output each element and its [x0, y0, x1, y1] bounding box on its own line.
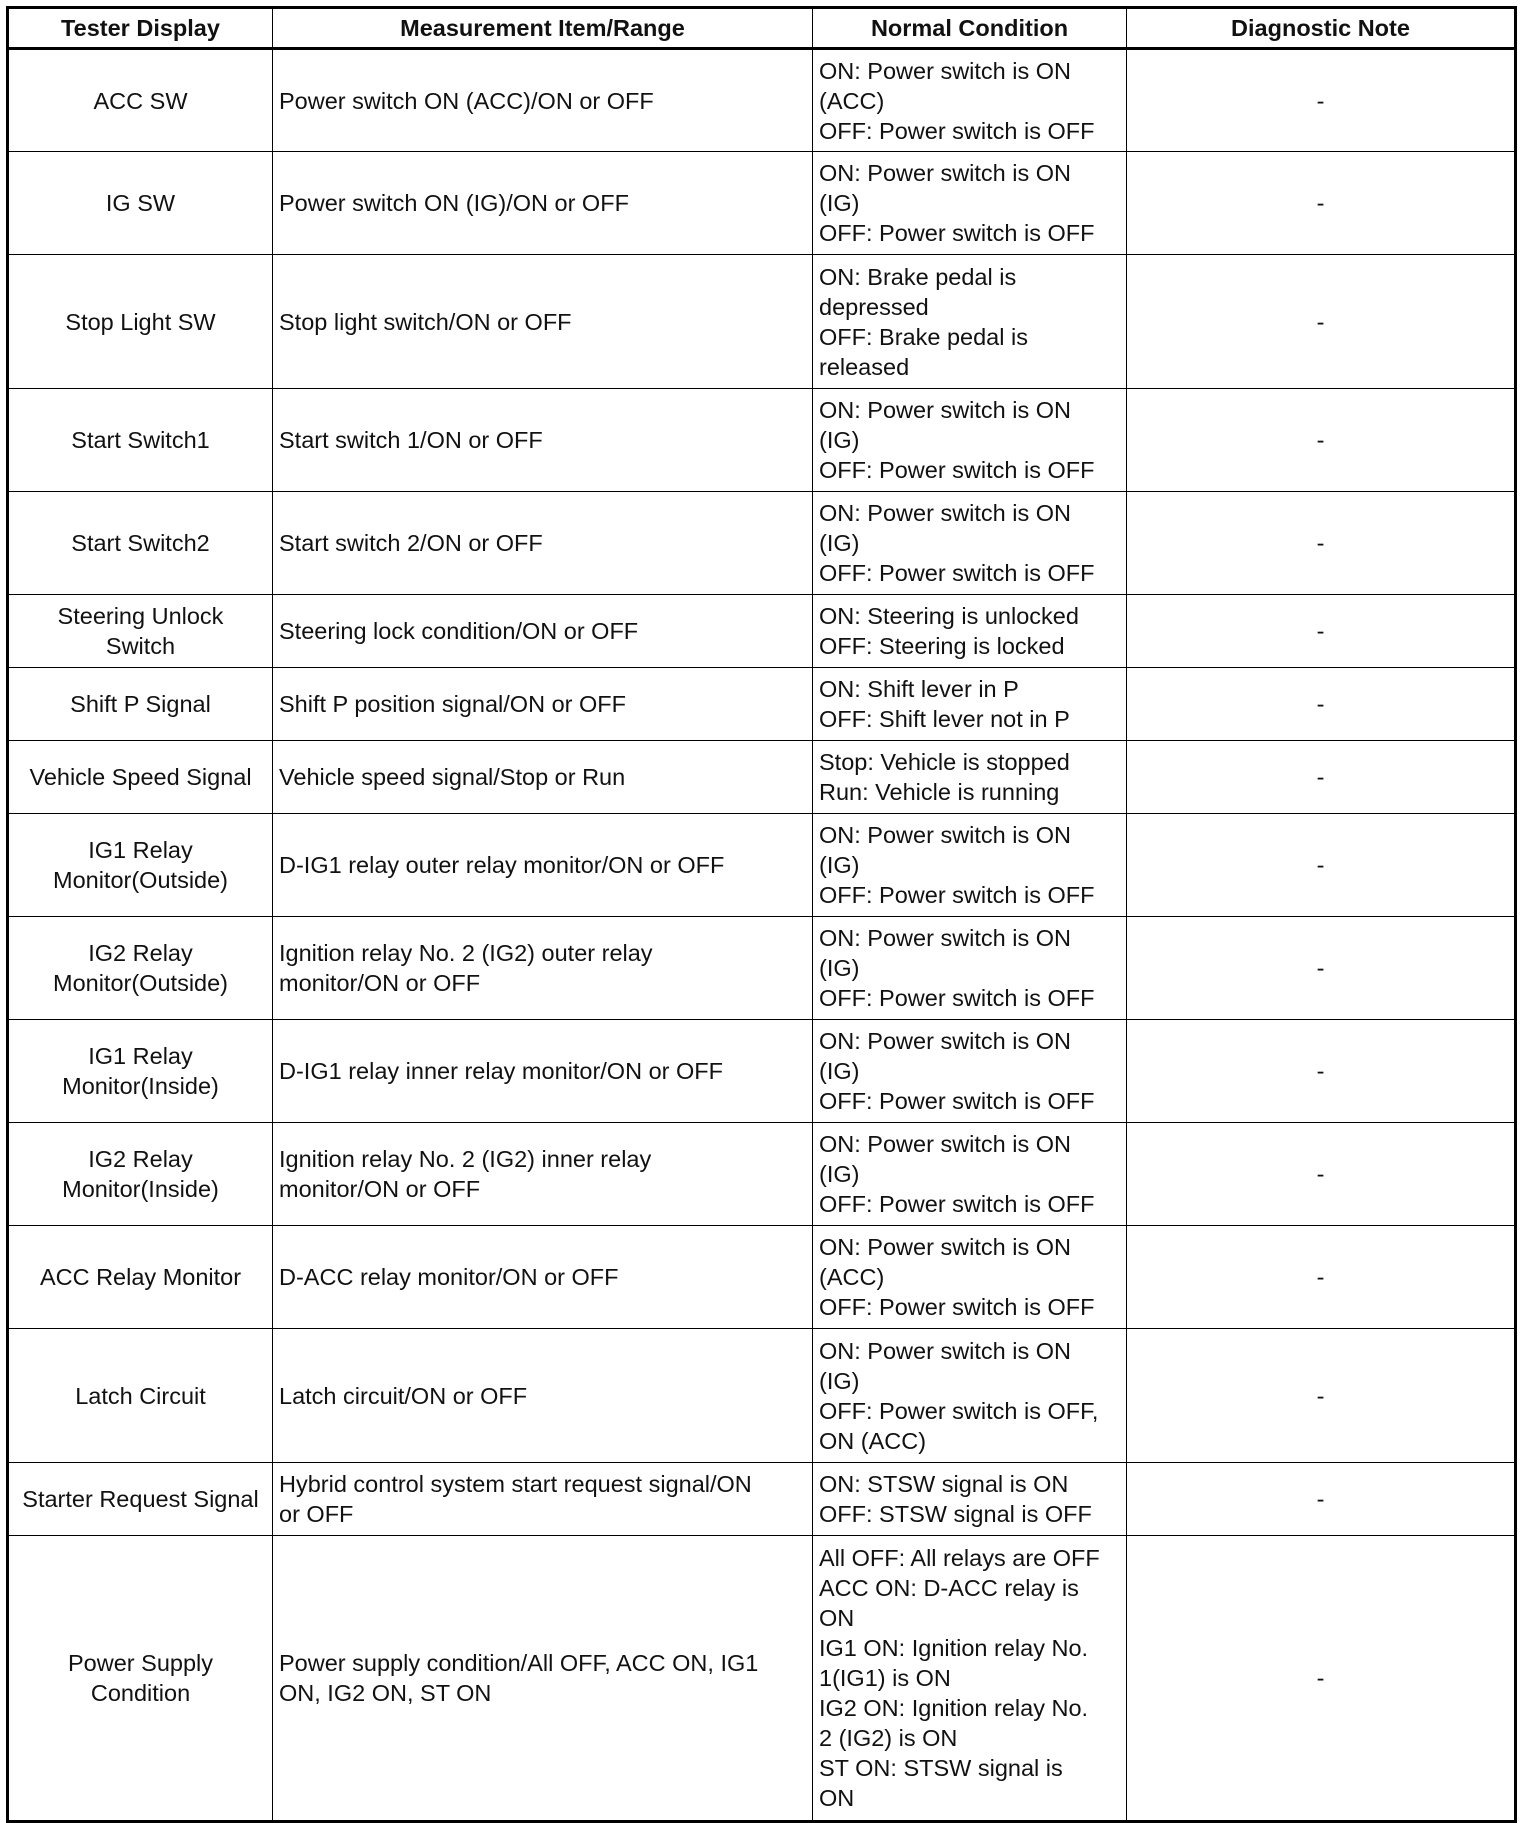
cell-normal-condition-line: OFF: Power switch is OFF: [819, 457, 1095, 483]
table-row: [8, 1020, 1516, 1123]
cell-normal-condition-line: Run: Vehicle is running: [819, 779, 1060, 805]
table-row: [8, 152, 1516, 255]
cell-normal-condition-line: ON: Power switch is ON: [819, 500, 1072, 526]
cell-normal-condition-line: ON: Power switch is ON: [819, 160, 1072, 186]
cell-tester-display-line: Steering Unlock: [57, 603, 224, 629]
cell-normal-condition-line: ON: Steering is unlocked: [819, 603, 1079, 629]
cell-measurement-range-line: Latch circuit/ON or OFF: [279, 1382, 528, 1409]
cell-normal-condition-line: ON: [819, 1605, 855, 1631]
cell-normal-condition-line: 2 (IG2) is ON: [819, 1725, 958, 1751]
cell-measurement-range-line: monitor/ON or OFF: [279, 1176, 481, 1202]
cell-normal-condition-line: ON: Power switch is ON: [819, 57, 1072, 84]
cell-normal-condition-line: OFF: Power switch is OFF: [819, 985, 1095, 1011]
cell-tester-display: [8, 741, 273, 814]
cell-tester-display-line: Latch Circuit: [75, 1382, 206, 1409]
cell-normal-condition-line: ON: Power switch is ON: [819, 822, 1072, 848]
cell-normal-condition: [813, 152, 1127, 255]
cell-normal-condition: [813, 49, 1127, 152]
cell-tester-display-line: Switch: [105, 633, 176, 659]
cell-diagnostic-note: -: [1127, 1226, 1516, 1329]
cell-normal-condition-line: ON: Power switch is ON: [819, 1028, 1072, 1054]
cell-measurement-range-line: Power supply condition/All OFF, ACC ON, IG1: [279, 1650, 759, 1676]
cell-normal-condition-line: ON: Power switch is ON: [819, 1131, 1072, 1157]
cell-normal-condition-line: (ACC): [819, 87, 885, 114]
cell-diagnostic-note: -: [1127, 255, 1516, 389]
table-row: [8, 389, 1516, 492]
cell-tester-display: [8, 1226, 273, 1329]
cell-normal-condition-line: OFF: Brake pedal is: [819, 323, 1028, 350]
cell-tester-display: [8, 1329, 273, 1463]
column-header-normal-condition: Normal Condition: [813, 8, 1127, 49]
cell-normal-condition-line: IG1 ON: Ignition relay No.: [819, 1635, 1089, 1661]
cell-tester-display: [8, 389, 273, 492]
cell-tester-display: [8, 1123, 273, 1226]
cell-tester-display: [8, 917, 273, 1020]
table-row: [8, 668, 1516, 741]
cell-measurement-range-line: Power switch ON (IG)/ON or OFF: [279, 190, 629, 216]
cell-tester-display: [8, 1463, 273, 1536]
cell-diagnostic-note: -: [1127, 49, 1516, 152]
cell-measurement-range: [273, 1463, 813, 1536]
table-row: [8, 1123, 1516, 1226]
cell-normal-condition-line: Stop: Vehicle is stopped: [819, 749, 1070, 775]
cell-normal-condition-line: ON: Power switch is ON: [819, 1234, 1072, 1260]
cell-tester-display-line: Starter Request Signal: [22, 1486, 259, 1512]
cell-normal-condition-line: ON: Brake pedal is: [819, 263, 1017, 290]
cell-tester-display-line: Start Switch1: [71, 427, 210, 453]
cell-measurement-range-line: D-IG1 relay outer relay monitor/ON or OFF: [279, 852, 725, 878]
cell-normal-condition-line: ACC ON: D-ACC relay is: [819, 1575, 1079, 1601]
cell-tester-display: [8, 49, 273, 152]
table-row: [8, 1536, 1516, 1822]
cell-normal-condition-line: OFF: Power switch is OFF: [819, 1088, 1095, 1114]
cell-measurement-range-line: Ignition relay No. 2 (IG2) inner relay: [279, 1146, 652, 1172]
data-list-table: [6, 6, 1517, 1823]
cell-measurement-range-line: Vehicle speed signal/Stop or Run: [279, 764, 626, 790]
cell-measurement-range-line: or OFF: [279, 1501, 354, 1527]
table-row: [8, 1329, 1516, 1463]
cell-tester-display-line: Monitor(Inside): [62, 1176, 219, 1202]
cell-tester-display: [8, 814, 273, 917]
cell-normal-condition-line: OFF: STSW signal is OFF: [819, 1501, 1092, 1527]
cell-tester-display: [8, 255, 273, 389]
cell-measurement-range: [273, 595, 813, 668]
cell-normal-condition-line: OFF: Power switch is OFF: [819, 117, 1095, 144]
table-row: [8, 1226, 1516, 1329]
cell-normal-condition-line: OFF: Shift lever not in P: [819, 706, 1070, 732]
table-row: [8, 255, 1516, 389]
cell-normal-condition-line: ST ON: STSW signal is: [819, 1755, 1063, 1781]
table-row: [8, 595, 1516, 668]
cell-normal-condition-line: ON: Power switch is ON: [819, 1337, 1072, 1364]
cell-measurement-range: [273, 814, 813, 917]
cell-normal-condition-line: (ACC): [819, 1264, 885, 1290]
cell-normal-condition-line: (IG): [819, 1161, 860, 1187]
cell-measurement-range: [273, 668, 813, 741]
cell-normal-condition-line: OFF: Power switch is OFF: [819, 1191, 1095, 1217]
cell-diagnostic-note: -: [1127, 668, 1516, 741]
cell-diagnostic-note: -: [1127, 152, 1516, 255]
cell-diagnostic-note: -: [1127, 741, 1516, 814]
cell-normal-condition-line: OFF: Steering is locked: [819, 633, 1065, 659]
cell-normal-condition: [813, 1020, 1127, 1123]
cell-normal-condition-line: released: [819, 353, 910, 380]
cell-normal-condition-line: depressed: [819, 293, 929, 320]
table-header-row: [8, 8, 1516, 49]
cell-measurement-range: [273, 152, 813, 255]
cell-measurement-range: [273, 741, 813, 814]
cell-measurement-range: [273, 1123, 813, 1226]
cell-normal-condition: [813, 668, 1127, 741]
cell-normal-condition-line: OFF: Power switch is OFF: [819, 220, 1095, 246]
column-header-tester-display: Tester Display: [8, 8, 273, 49]
column-header-measurement: Measurement Item/Range: [273, 8, 813, 49]
cell-diagnostic-note: -: [1127, 814, 1516, 917]
cell-measurement-range-line: D-ACC relay monitor/ON or OFF: [279, 1264, 619, 1290]
cell-normal-condition-line: (IG): [819, 190, 860, 216]
cell-normal-condition-line: All OFF: All relays are OFF: [819, 1545, 1100, 1571]
cell-normal-condition: [813, 595, 1127, 668]
cell-tester-display-line: Stop Light SW: [65, 308, 216, 335]
cell-measurement-range: [273, 255, 813, 389]
cell-measurement-range: [273, 389, 813, 492]
cell-normal-condition: [813, 255, 1127, 389]
cell-normal-condition-line: ON: Power switch is ON: [819, 925, 1072, 951]
cell-tester-display-line: Shift P Signal: [70, 691, 211, 717]
cell-normal-condition: [813, 1463, 1127, 1536]
cell-measurement-range-line: Power switch ON (ACC)/ON or OFF: [279, 87, 654, 114]
cell-measurement-range-line: Shift P position signal/ON or OFF: [279, 691, 626, 717]
cell-normal-condition: [813, 1536, 1127, 1822]
cell-measurement-range-line: Steering lock condition/ON or OFF: [279, 618, 639, 644]
table-row: [8, 741, 1516, 814]
cell-normal-condition-line: ON (ACC): [819, 1427, 927, 1454]
cell-normal-condition: [813, 917, 1127, 1020]
cell-normal-condition-line: ON: Shift lever in P: [819, 676, 1019, 702]
cell-tester-display-line: ACC SW: [93, 87, 188, 114]
table-row: [8, 1463, 1516, 1536]
cell-normal-condition-line: (IG): [819, 1367, 860, 1394]
table-body: [8, 49, 1516, 1822]
cell-diagnostic-note: -: [1127, 1463, 1516, 1536]
table-row: [8, 814, 1516, 917]
cell-normal-condition-line: OFF: Power switch is OFF: [819, 1294, 1095, 1320]
cell-tester-display-line: Vehicle Speed Signal: [29, 764, 252, 790]
cell-tester-display-line: ACC Relay Monitor: [39, 1264, 242, 1290]
cell-normal-condition-line: (IG): [819, 852, 860, 878]
cell-normal-condition: [813, 492, 1127, 595]
cell-tester-display-line: IG1 Relay: [88, 1043, 193, 1069]
cell-tester-display-line: Monitor(Inside): [62, 1073, 219, 1099]
cell-diagnostic-note: -: [1127, 917, 1516, 1020]
cell-measurement-range: [273, 1226, 813, 1329]
cell-measurement-range: [273, 492, 813, 595]
table-row: [8, 492, 1516, 595]
cell-normal-condition-line: ON: Power switch is ON: [819, 397, 1072, 423]
cell-measurement-range: [273, 1020, 813, 1123]
cell-tester-display-line: IG2 Relay: [88, 1146, 193, 1172]
diagnostic-data-sheet: [6, 6, 1514, 1811]
cell-diagnostic-note: -: [1127, 492, 1516, 595]
cell-tester-display: [8, 668, 273, 741]
cell-normal-condition: [813, 389, 1127, 492]
cell-tester-display: [8, 1536, 273, 1822]
cell-normal-condition-line: OFF: Power switch is OFF: [819, 560, 1095, 586]
cell-normal-condition: [813, 1123, 1127, 1226]
cell-tester-display-line: IG1 Relay: [88, 837, 193, 863]
cell-diagnostic-note: -: [1127, 389, 1516, 492]
cell-tester-display-line: Monitor(Outside): [53, 867, 228, 893]
cell-tester-display: [8, 1020, 273, 1123]
cell-normal-condition-line: IG2 ON: Ignition relay No.: [819, 1695, 1089, 1721]
cell-normal-condition-line: (IG): [819, 955, 860, 981]
cell-diagnostic-note: -: [1127, 595, 1516, 668]
cell-diagnostic-note: -: [1127, 1020, 1516, 1123]
cell-normal-condition: [813, 741, 1127, 814]
cell-measurement-range-line: Hybrid control system start request signal/ON: [279, 1471, 752, 1497]
cell-tester-display: [8, 152, 273, 255]
cell-tester-display-line: Start Switch2: [71, 530, 210, 556]
cell-normal-condition-line: (IG): [819, 427, 860, 453]
cell-tester-display-line: Monitor(Outside): [53, 970, 228, 996]
table-row: [8, 49, 1516, 152]
cell-tester-display: [8, 595, 273, 668]
cell-measurement-range-line: Start switch 2/ON or OFF: [279, 530, 543, 556]
cell-normal-condition: [813, 1329, 1127, 1463]
column-header-diagnostic-note: Diagnostic Note: [1127, 8, 1516, 49]
cell-tester-display: [8, 492, 273, 595]
cell-measurement-range: [273, 49, 813, 152]
cell-tester-display-line: Power Supply: [68, 1650, 213, 1676]
cell-measurement-range-line: D-IG1 relay inner relay monitor/ON or OFF: [279, 1058, 723, 1084]
cell-measurement-range-line: Ignition relay No. 2 (IG2) outer relay: [279, 940, 653, 966]
cell-normal-condition-line: (IG): [819, 1058, 860, 1084]
cell-tester-display-line: Condition: [90, 1680, 191, 1706]
cell-measurement-range-line: Stop light switch/ON or OFF: [279, 308, 572, 335]
cell-measurement-range: [273, 1329, 813, 1463]
cell-normal-condition-line: (IG): [819, 530, 860, 556]
cell-normal-condition-line: 1(IG1) is ON: [819, 1665, 951, 1691]
cell-measurement-range-line: Start switch 1/ON or OFF: [279, 427, 543, 453]
cell-normal-condition: [813, 814, 1127, 917]
cell-normal-condition-line: ON: [819, 1785, 855, 1811]
cell-diagnostic-note: -: [1127, 1329, 1516, 1463]
cell-normal-condition-line: OFF: Power switch is OFF: [819, 882, 1095, 908]
cell-normal-condition-line: ON: STSW signal is ON: [819, 1471, 1069, 1497]
cell-tester-display-line: IG SW: [105, 190, 176, 216]
cell-tester-display-line: IG2 Relay: [88, 940, 193, 966]
cell-normal-condition: [813, 1226, 1127, 1329]
table-row: [8, 917, 1516, 1020]
cell-normal-condition-line: OFF: Power switch is OFF,: [819, 1397, 1099, 1424]
cell-measurement-range-line: ON, IG2 ON, ST ON: [279, 1680, 492, 1706]
cell-measurement-range-line: monitor/ON or OFF: [279, 970, 481, 996]
cell-measurement-range: [273, 917, 813, 1020]
cell-diagnostic-note: -: [1127, 1536, 1516, 1822]
cell-diagnostic-note: -: [1127, 1123, 1516, 1226]
cell-measurement-range: [273, 1536, 813, 1822]
